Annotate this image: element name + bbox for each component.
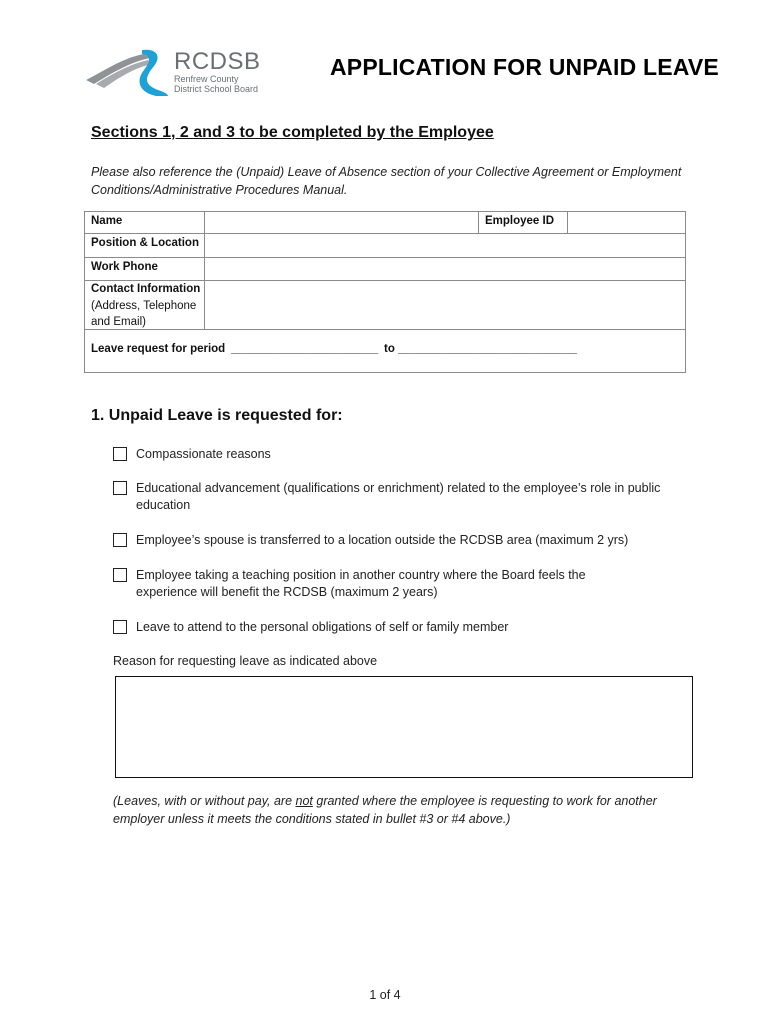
q1-heading: 1. Unpaid Leave is requested for: xyxy=(91,407,343,424)
position-location-field[interactable] xyxy=(205,234,685,257)
contact-info-sub-line1: (Address, Telephone xyxy=(91,300,197,312)
section-heading: Sections 1, 2 and 3 to be completed by the Employee xyxy=(91,124,494,141)
checkbox[interactable] xyxy=(113,533,127,547)
contact-info-field[interactable] xyxy=(205,281,685,329)
footnote-part2: granted where the employee is requesting to work for another employer unless it meets the conditions stated in bullet #3 or #4 above.) xyxy=(113,794,657,826)
page-number: 1 of 4 xyxy=(369,988,401,1002)
contact-info-label: Contact Information xyxy=(91,283,201,295)
option-label: Employee’s spouse is transferred to a location outside the RCDSB area (maximum 2 yrs) xyxy=(136,533,629,547)
option-label: Compassionate reasons xyxy=(136,447,271,461)
logo-wordmark: RCDSB xyxy=(174,48,261,75)
option-label: Employee taking a teaching position in another country where the Board feels the experience will benefit the RCDSB (maximum 2 years) xyxy=(136,568,586,599)
contact-info-sub-line2: and Email) xyxy=(91,316,146,328)
reason-textarea[interactable] xyxy=(115,676,693,778)
leave-start-field[interactable]: _______________________ xyxy=(231,343,379,355)
name-label: Name xyxy=(91,215,123,227)
checkbox[interactable] xyxy=(113,620,127,634)
work-phone-label: Work Phone xyxy=(91,261,158,273)
leave-footnote xyxy=(113,792,693,828)
employee-id-field[interactable] xyxy=(568,212,685,233)
reason-label: Reason for requesting leave as indicated above xyxy=(113,654,378,668)
work-phone-field[interactable] xyxy=(205,258,685,280)
leave-period-label: Leave request for period xyxy=(91,343,226,355)
name-field[interactable] xyxy=(205,212,478,233)
employee-id-label: Employee ID xyxy=(485,215,555,227)
document-title: APPLICATION FOR UNPAID LEAVE xyxy=(330,54,719,80)
option-label: Leave to attend to the personal obligations of self or family member xyxy=(136,620,509,634)
to-label: to xyxy=(384,343,395,355)
reference-note: Please also reference the (Unpaid) Leave of Absence section of your Collective Agreement or Employment Conditions/Administrative Procedures Manual. xyxy=(91,165,682,197)
logo-subtitle-line1: Renfrew County xyxy=(174,74,239,84)
table-divider xyxy=(478,212,479,233)
checkbox[interactable] xyxy=(113,447,127,461)
footnote-emphasis: not xyxy=(295,794,313,808)
option-label: Educational advancement (qualifications or enrichment) related to the employee’s role in public education xyxy=(136,481,661,512)
position-location-label: Position & Location xyxy=(91,237,199,249)
employee-info-table xyxy=(84,211,686,373)
contact-info-sub xyxy=(91,298,196,330)
checkbox[interactable] xyxy=(113,481,127,495)
logo-subtitle xyxy=(174,74,258,94)
footnote-part1: (Leaves, with or without pay, are xyxy=(113,794,296,808)
checkbox[interactable] xyxy=(113,568,127,582)
leave-end-field[interactable]: ____________________________ xyxy=(398,343,578,355)
logo-subtitle-line2: District School Board xyxy=(174,84,259,94)
